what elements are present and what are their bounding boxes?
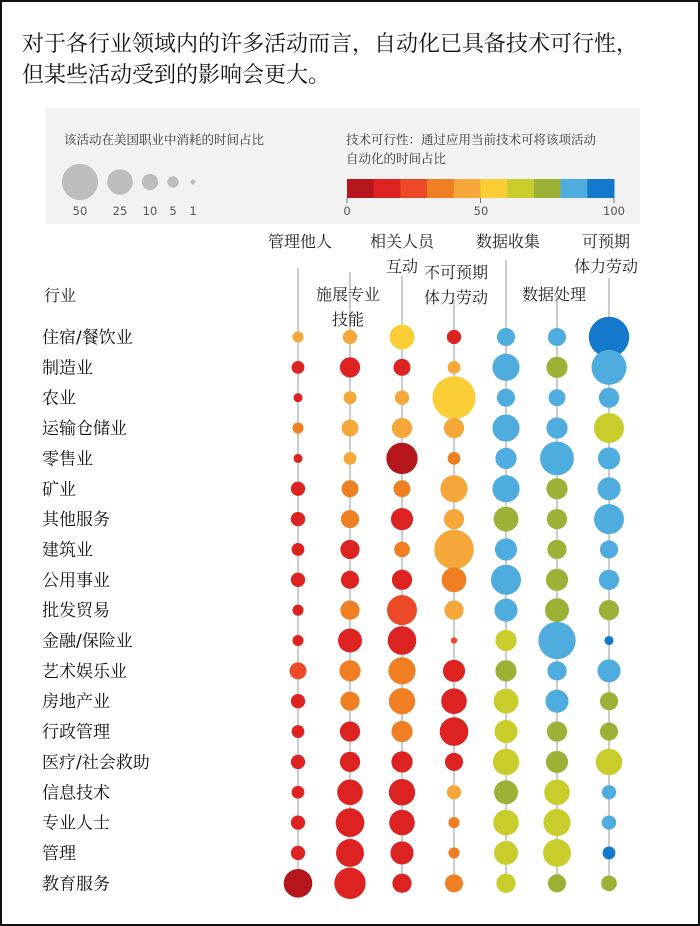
bubble [292, 635, 303, 646]
industry-label: 制造业 [42, 358, 93, 379]
size-legend-circle [62, 164, 98, 200]
column-header: 不可预期 [423, 263, 489, 282]
bubble [389, 688, 415, 714]
bubble [389, 779, 415, 805]
bubble [344, 391, 357, 404]
bubble [340, 752, 360, 772]
industry-label: 批发贸易 [42, 601, 110, 622]
bubble [600, 722, 618, 740]
column-header: 互动 [385, 257, 419, 276]
bubble [291, 694, 305, 708]
bubble [292, 725, 305, 738]
bubble [448, 361, 461, 374]
bubble [549, 389, 566, 406]
bubble [547, 661, 566, 680]
bubble [340, 721, 360, 741]
bubble [442, 567, 467, 592]
bubble [547, 540, 566, 559]
bubble [334, 868, 365, 899]
industry-label: 零售业 [42, 449, 93, 470]
industry-label: 运输仓储业 [42, 419, 127, 440]
bubble [492, 475, 519, 502]
bubble [445, 753, 463, 771]
bubble [344, 452, 357, 465]
bubble [492, 414, 519, 441]
size-legend-label: 25 [112, 204, 128, 218]
bubble [448, 817, 459, 828]
color-scale-segment [427, 179, 454, 198]
bubble [292, 605, 303, 616]
bubble [494, 599, 517, 622]
bubble [444, 418, 464, 438]
bubble [342, 480, 359, 497]
bubble [434, 530, 473, 569]
column-header: 数据收集 [475, 232, 541, 251]
row-header: 行业 [44, 286, 77, 305]
color-scale-label: 50 [473, 204, 489, 218]
bubble [599, 600, 619, 620]
color-legend-title-line2: 自动化的时间占比 [346, 151, 447, 166]
size-legend-circle [167, 176, 178, 187]
color-scale-label: 0 [343, 204, 351, 218]
bubble [546, 417, 567, 438]
column-header: 数据处理 [521, 285, 587, 304]
size-legend-circle [190, 179, 195, 184]
bubble [601, 875, 617, 891]
bubble [602, 815, 616, 829]
bubble [291, 512, 305, 526]
bubble [597, 659, 620, 682]
bubble [494, 780, 518, 804]
bubble [597, 477, 620, 500]
bubble [433, 376, 476, 419]
bubble [343, 330, 357, 344]
color-legend-title-line1: 技术可行性：通过应用当前技术可将该项活动 [346, 132, 597, 147]
bubble [604, 636, 613, 645]
bubble [340, 540, 359, 559]
bubble [284, 869, 313, 898]
bubble [389, 810, 415, 836]
bubble [545, 598, 569, 622]
bubble [495, 660, 516, 681]
column-header: 相关人员 [369, 232, 435, 251]
bubble [293, 393, 302, 402]
industry-label: 医疗/社会救助 [42, 752, 150, 773]
size-legend-label: 50 [72, 204, 88, 218]
bubble [599, 570, 619, 590]
bubble [388, 626, 417, 655]
bubble [445, 874, 463, 892]
bubble [394, 542, 410, 558]
bubble [546, 357, 567, 378]
bubble [336, 839, 364, 867]
bubble [548, 328, 566, 346]
bubble [545, 690, 568, 713]
bubble [336, 808, 365, 837]
bubble [547, 509, 567, 529]
color-scale-segment [454, 179, 481, 198]
industry-label: 矿业 [42, 479, 76, 500]
bubble [440, 475, 467, 502]
bubble [338, 629, 362, 653]
bubble [548, 874, 566, 892]
bubble [291, 482, 305, 496]
size-legend-title: 该活动在美国职业中消耗的时间占比 [64, 132, 265, 147]
industry-label: 住宿/餐饮业 [42, 328, 133, 348]
bubble [494, 720, 517, 743]
industry-label: 专业人士 [42, 813, 110, 834]
bubble [546, 569, 568, 591]
color-scale-segment [507, 179, 534, 198]
color-scale-segment [481, 179, 508, 198]
bubble [290, 662, 307, 679]
bubble [598, 447, 620, 469]
bubble [444, 601, 463, 620]
bubble [495, 448, 516, 469]
color-scale-label: 100 [603, 204, 625, 218]
color-scale-segment [534, 179, 561, 198]
bubble [340, 601, 359, 620]
bubble [292, 786, 305, 799]
bubble [395, 391, 409, 405]
bubble [337, 779, 363, 805]
bubble [291, 815, 305, 829]
industry-label: 行政管理 [42, 722, 110, 743]
bubble [600, 692, 618, 710]
bubble [494, 689, 519, 714]
bubble [591, 350, 626, 385]
bubble [392, 570, 412, 590]
bubble [292, 361, 305, 374]
bubble [440, 717, 469, 746]
bubble [451, 637, 457, 643]
size-legend-label: 5 [169, 204, 177, 218]
industry-label: 其他服务 [42, 510, 110, 531]
bubble [447, 330, 461, 344]
bubble [547, 721, 567, 741]
bubble [291, 573, 305, 587]
bubble [388, 657, 415, 684]
industry-label: 农业 [42, 388, 76, 409]
bubble [394, 359, 411, 376]
bubble [340, 692, 359, 711]
bubble [443, 660, 465, 682]
industry-label: 艺术娱乐业 [42, 661, 127, 682]
color-scale-segment [561, 179, 588, 198]
bubble [493, 749, 519, 775]
bubble [341, 510, 359, 528]
industry-label: 金融/保险业 [42, 631, 133, 652]
bubble [596, 749, 622, 775]
bubble [600, 540, 618, 558]
bubble [448, 847, 459, 858]
bubble [390, 841, 413, 864]
bubble [291, 846, 305, 860]
bubble [341, 571, 359, 589]
size-legend-circle [107, 169, 133, 195]
bubble [603, 847, 616, 860]
bubble [447, 785, 461, 799]
bubble [391, 508, 413, 530]
bubble [495, 538, 517, 560]
bubble [540, 441, 574, 475]
column-header: 管理他人 [267, 232, 333, 251]
color-scale-segment [400, 179, 427, 198]
industry-label: 公用事业 [42, 570, 110, 591]
bubble [441, 688, 467, 714]
bubble [494, 507, 519, 532]
bubble [292, 423, 303, 434]
bubble [491, 565, 521, 595]
bubble [538, 622, 575, 659]
bubble [342, 420, 359, 437]
bubble [494, 841, 518, 865]
bubble [594, 504, 624, 534]
chart-title-line1: 对于各行业领域内的许多活动而言，自动化已具备技术可行性， [22, 32, 639, 57]
bubble [340, 357, 360, 377]
bubble [392, 418, 412, 438]
bubble [390, 325, 415, 350]
bubble [339, 660, 360, 681]
color-scale-segment [374, 179, 401, 198]
bubble [386, 443, 417, 474]
bubble [493, 810, 519, 836]
bubble [496, 874, 515, 893]
bubble [444, 509, 464, 529]
bubble [546, 751, 568, 773]
size-legend-circle [142, 174, 158, 190]
industry-label: 建筑业 [42, 540, 93, 561]
bubble [543, 839, 571, 867]
bubble [546, 478, 567, 499]
chart-title-line2: 但某些活动受到的影响会更大。 [22, 63, 331, 88]
bubble [293, 454, 302, 463]
bubble [497, 389, 515, 407]
bubble [392, 874, 411, 893]
size-legend-label: 1 [189, 204, 197, 218]
industry-label: 教育服务 [42, 874, 110, 895]
color-scale-segment [347, 179, 374, 198]
bubble [387, 595, 417, 625]
industry-label: 管理 [42, 843, 76, 864]
size-legend-label: 10 [142, 204, 158, 218]
bubble [394, 480, 411, 497]
bubble [292, 543, 305, 556]
bubble [544, 779, 570, 805]
bubble [291, 755, 305, 769]
column-header: 体力劳动 [573, 257, 639, 276]
bubble [292, 331, 303, 342]
column-header: 可预期 [581, 232, 631, 251]
column-header: 技能 [331, 310, 365, 329]
column-header: 施展专业 [315, 285, 381, 304]
bubble [391, 751, 412, 772]
column-header: 体力劳动 [423, 288, 489, 307]
industry-label: 信息技术 [42, 783, 110, 804]
color-scale-segment [587, 179, 614, 198]
bubble [543, 809, 570, 836]
bubble [391, 721, 412, 742]
bubble [602, 785, 616, 799]
bubble [492, 354, 519, 381]
industry-label: 房地产业 [42, 692, 110, 713]
bubble [497, 328, 515, 346]
bubble [594, 413, 624, 443]
bubble [599, 388, 619, 408]
bubble [495, 630, 516, 651]
bubble [448, 452, 461, 465]
